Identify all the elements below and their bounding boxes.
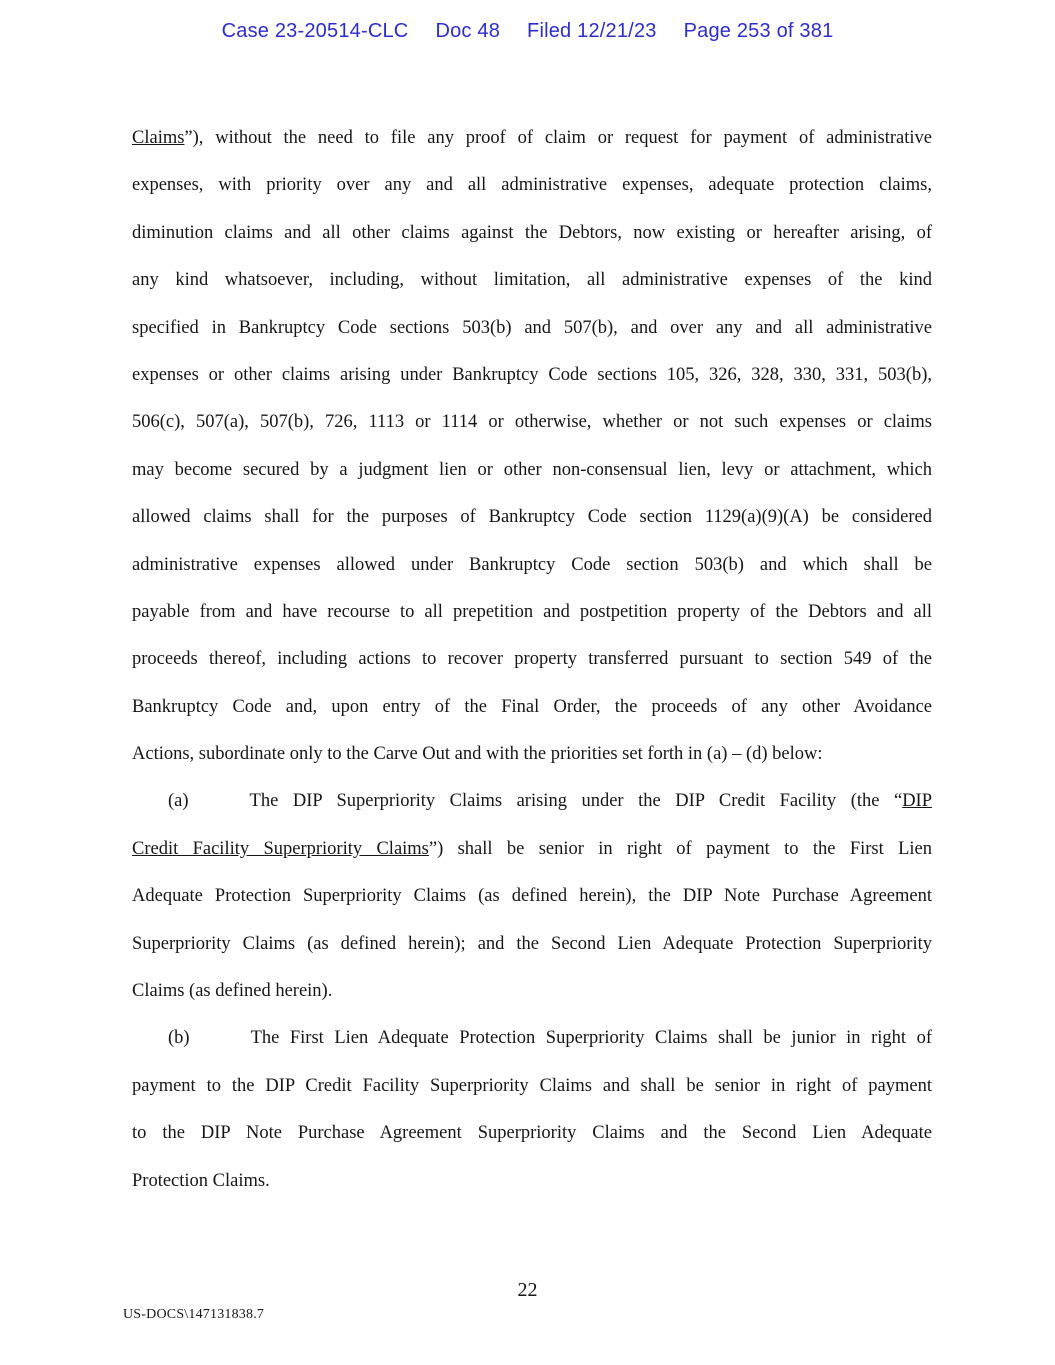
text-line <box>132 968 932 1015</box>
text-line <box>132 873 932 920</box>
text-line <box>132 115 932 162</box>
text-run: proceeds thereof, including actions to recover property transferred pursuant to section 549 of the <box>132 649 932 670</box>
text-run: payable from and have recourse to all prepetition and postpetition property of the Debtors and all <box>132 601 932 622</box>
text-run: Actions, subordinate only to the Carve Out and with the priorities set forth in (a) – (d) below: <box>132 744 823 765</box>
filed-date: Filed 12/21/23 <box>527 20 657 42</box>
paragraph-p1 <box>132 115 932 778</box>
text-line <box>132 778 932 825</box>
text-run: Protection Claims. <box>132 1170 270 1191</box>
text-line <box>132 305 932 352</box>
text-line <box>132 921 932 968</box>
page-number: 22 <box>517 1279 538 1301</box>
text-line <box>132 636 932 683</box>
text-line <box>132 1063 932 1110</box>
text-run: (b) <box>168 1028 190 1049</box>
text-run: (a) <box>168 791 189 812</box>
text-line <box>132 399 932 446</box>
text-run: 506(c), 507(a), 507(b), 726, 1113 or 1114 or otherwise, whether or not such expenses or claims <box>132 412 932 433</box>
text-run: ”), without the need to file any proof of claim or request for payment of administrative <box>184 128 932 148</box>
text-line <box>132 257 932 304</box>
tab-space <box>190 1042 251 1043</box>
text-line <box>132 826 932 873</box>
text-line <box>132 494 932 541</box>
text-run: The DIP Superpriority Claims arising under the DIP Credit Facility (the “ <box>249 791 903 812</box>
text-run: allowed claims shall for the purposes of Bankruptcy Code section 1129(a)(9)(A) be considered <box>132 507 932 528</box>
text-run: to the DIP Note Purchase Agreement Superpriority Claims and the Second Lien Adequate <box>132 1123 932 1144</box>
text-line <box>132 589 932 636</box>
case-header <box>0 20 1055 43</box>
text-run: expenses or other claims arising under Bankruptcy Code sections 105, 326, 328, 330, 331, 503(b), <box>132 364 932 385</box>
text-line <box>132 1110 932 1157</box>
tab-space <box>132 805 168 806</box>
page-of: Page 253 of 381 <box>683 20 834 42</box>
footer-document-ref: US-DOCS\147131838.7 <box>123 1307 265 1322</box>
text-line <box>132 1015 932 1062</box>
paragraph-b <box>132 1015 932 1205</box>
tab-space <box>189 805 250 806</box>
text-line <box>132 162 932 209</box>
text-line <box>132 684 932 731</box>
text-run: may become secured by a judgment lien or other non-consensual lien, levy or attachment, which <box>132 459 932 480</box>
tab-space <box>132 1042 168 1043</box>
text-run: any kind whatsoever, including, without limitation, all administrative expenses of the kind <box>132 270 932 291</box>
text-line <box>132 210 932 257</box>
doc-number: Doc 48 <box>435 20 501 42</box>
text-run: expenses, with priority over any and all administrative expenses, adequate protection claims, <box>132 175 932 196</box>
text-line <box>132 1158 932 1205</box>
defined-term: Claims <box>132 128 185 148</box>
text-run: Claims (as defined herein). <box>132 981 333 1002</box>
text-line <box>132 447 932 494</box>
case-number: Case 23-20514-CLC <box>221 20 409 42</box>
text-run: ”) shall be senior in right of payment to the First Lien <box>428 838 932 859</box>
text-run: administrative expenses allowed under Bankruptcy Code section 503(b) and which shall be <box>132 554 932 575</box>
text-run: The First Lien Adequate Protection Superpriority Claims shall be junior in right of <box>250 1028 932 1049</box>
text-run: Adequate Protection Superpriority Claims (as defined herein), the DIP Note Purchase Agreement <box>132 886 932 907</box>
defined-term: DIP <box>902 791 932 812</box>
document-text <box>132 115 932 1205</box>
defined-term: Credit Facility Superpriority Claims <box>132 838 429 859</box>
paragraph-a <box>132 778 932 1015</box>
text-run: specified in Bankruptcy Code sections 503(b) and 507(b), and over any and all administrative <box>132 317 932 338</box>
text-run: Superpriority Claims (as defined herein); and the Second Lien Adequate Protection Superpriority <box>132 933 932 954</box>
text-line <box>132 731 932 778</box>
text-run: diminution claims and all other claims against the Debtors, now existing or hereafter arising, of <box>132 222 932 243</box>
text-line <box>132 352 932 399</box>
text-run: payment to the DIP Credit Facility Superpriority Claims and shall be senior in right of payment <box>132 1075 932 1096</box>
text-run: Bankruptcy Code and, upon entry of the Final Order, the proceeds of any other Avoidance <box>132 696 932 717</box>
text-line <box>132 542 932 589</box>
